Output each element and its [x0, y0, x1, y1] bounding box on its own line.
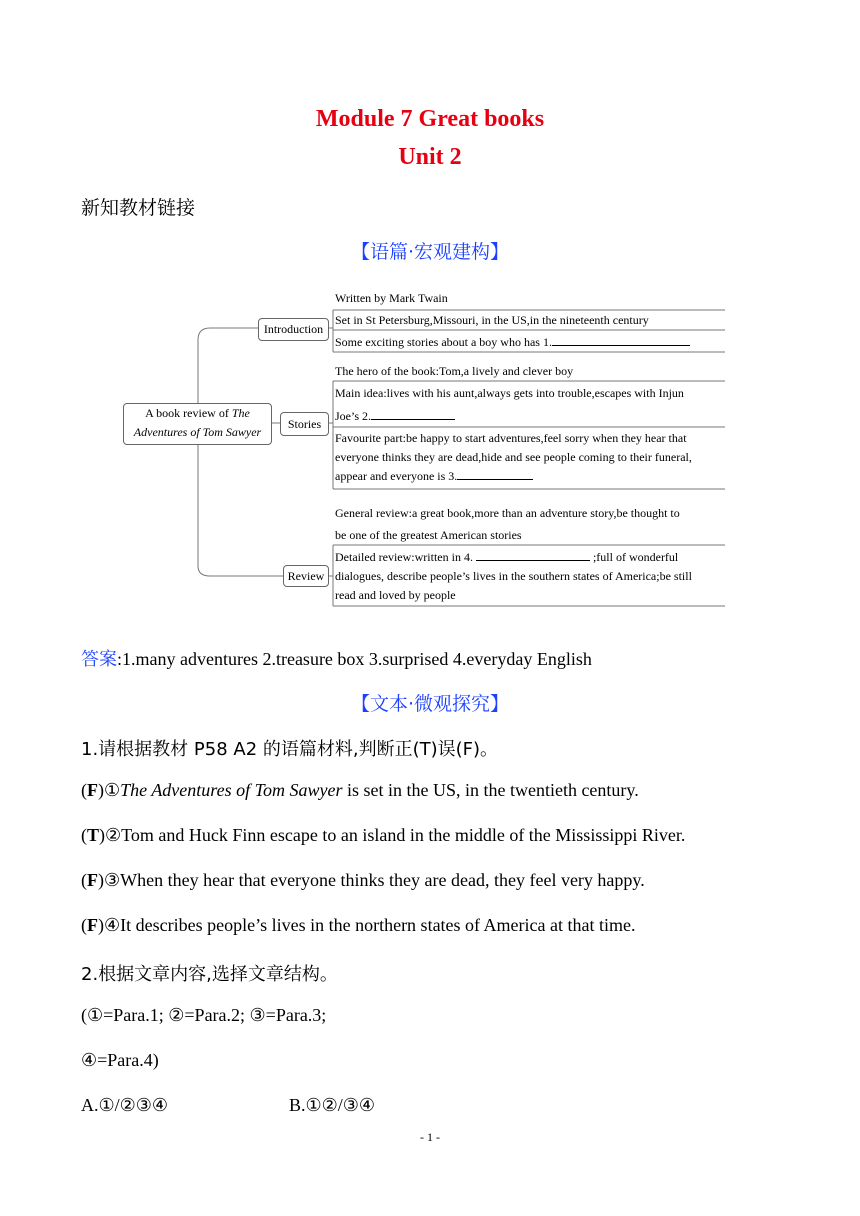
q1-item-4-text: It describes people’s lives in the northern states of America at that time.: [120, 915, 636, 935]
q1-item-2-text: Tom and Huck Finn escape to an island in the middle of the Mississippi River.: [121, 825, 686, 845]
q1-item-3-mark: F: [87, 870, 98, 890]
question2-line2: ④=Para.4): [81, 1050, 159, 1070]
intro-author: Written by Mark Twain: [335, 291, 448, 305]
blank-4: [476, 548, 590, 561]
intro-blank-1: [335, 333, 690, 351]
review-general-2: be one of the greatest American stories: [335, 528, 522, 542]
q1-item-1-mark: F: [87, 780, 98, 800]
answers-text: :1.many adventures 2.treasure box 3.surprised 4.everyday English: [117, 649, 592, 669]
branch-review: Review: [283, 565, 329, 587]
question1-prompt: 1.请根据教材 P58 A2 的语篇材料,判断正(T)误(F)。: [81, 739, 499, 760]
stories-blank-2: [335, 407, 455, 425]
question2-prompt: 2.根据文章内容,选择文章结构。: [81, 964, 338, 985]
stories-favourite-2: everyone thinks they are dead,hide and see people coming to their funeral,: [335, 450, 692, 464]
branch-introduction: Introduction: [258, 318, 329, 341]
blank-3: [457, 467, 533, 480]
micro-heading: 【文本·微观探究】: [350, 693, 510, 715]
q1-item-1-italic: The Adventures of Tom Sawyer: [120, 780, 343, 800]
review-general-1: General review:a great book,more than an adventure story,be thought to: [335, 506, 680, 520]
center-text-1-italic: The: [231, 406, 250, 420]
review-detailed-3: read and loved by people: [335, 588, 456, 602]
option-a: A.①/②③④: [81, 1095, 169, 1115]
blank-2: [371, 407, 455, 420]
q1-item-1: (F)①The Adventures of Tom Sawyer is set in the US, in the twentieth century.: [81, 780, 639, 800]
stories-favourite-1: Favourite part:be happy to start adventures,feel sorry when they hear that: [335, 431, 687, 445]
stories-blank-3-text: appear and everyone is 3.: [335, 469, 458, 483]
question2-line1: (①=Para.1; ②=Para.2; ③=Para.3;: [81, 1005, 327, 1025]
center-text-2: Adventures of Tom Sawyer: [133, 425, 262, 439]
q1-item-4: (F)④It describes people’s lives in the northern states of America at that time.: [81, 915, 636, 935]
page-number: - 1 -: [420, 1130, 440, 1144]
q1-item-4-num: ④: [104, 915, 121, 935]
q1-item-2-num: ②: [105, 825, 122, 845]
stories-blank-2-text: Joe’s 2.: [335, 409, 371, 423]
module-title: Module 7 Great books: [315, 106, 545, 132]
intro-setting: Set in St Petersburg,Missouri, in the US,in the nineteenth century: [335, 313, 649, 327]
q1-item-3-num: ③: [104, 870, 121, 890]
q1-item-3: (F)③When they hear that everyone thinks they are dead, they feel very happy.: [81, 870, 645, 890]
q1-item-3-text: When they hear that everyone thinks they are dead, they feel very happy.: [120, 870, 645, 890]
q1-item-2-mark: T: [87, 825, 100, 845]
section-label: 新知教材链接: [81, 197, 196, 219]
q1-item-2: (T)②Tom and Huck Finn escape to an island in the middle of the Mississippi River.: [81, 825, 686, 845]
stories-blank-3: [335, 467, 533, 485]
branch-stories: Stories: [280, 412, 329, 436]
mindmap-center-node: [123, 403, 272, 445]
q1-item-1-text: is set in the US, in the twentieth century.: [342, 780, 639, 800]
center-text-1: A book review of: [145, 406, 232, 420]
answers-label: 答案: [81, 649, 117, 670]
macro-heading: 【语篇·宏观建构】: [350, 241, 510, 263]
stories-main-idea: Main idea:lives with his aunt,always gets into trouble,escapes with Injun: [335, 386, 684, 400]
blank-1: [552, 333, 690, 346]
answers-line: [81, 645, 592, 671]
stories-hero: The hero of the book:Tom,a lively and clever boy: [335, 364, 574, 378]
review-detailed-1-tail: ;full of wonderful: [592, 550, 679, 564]
review-detailed-1: [335, 548, 678, 566]
review-blank-4-text: Detailed review:written in 4.: [335, 550, 473, 564]
review-detailed-2: dialogues, describe people’s lives in the southern states of America;be still: [335, 569, 692, 583]
option-b: B.①②/③④: [289, 1095, 376, 1115]
q1-item-4-mark: F: [87, 915, 98, 935]
intro-blank-1-text: Some exciting stories about a boy who has 1.: [335, 335, 552, 349]
unit-title: Unit 2: [398, 144, 462, 170]
q1-item-1-num: ①: [104, 780, 121, 800]
